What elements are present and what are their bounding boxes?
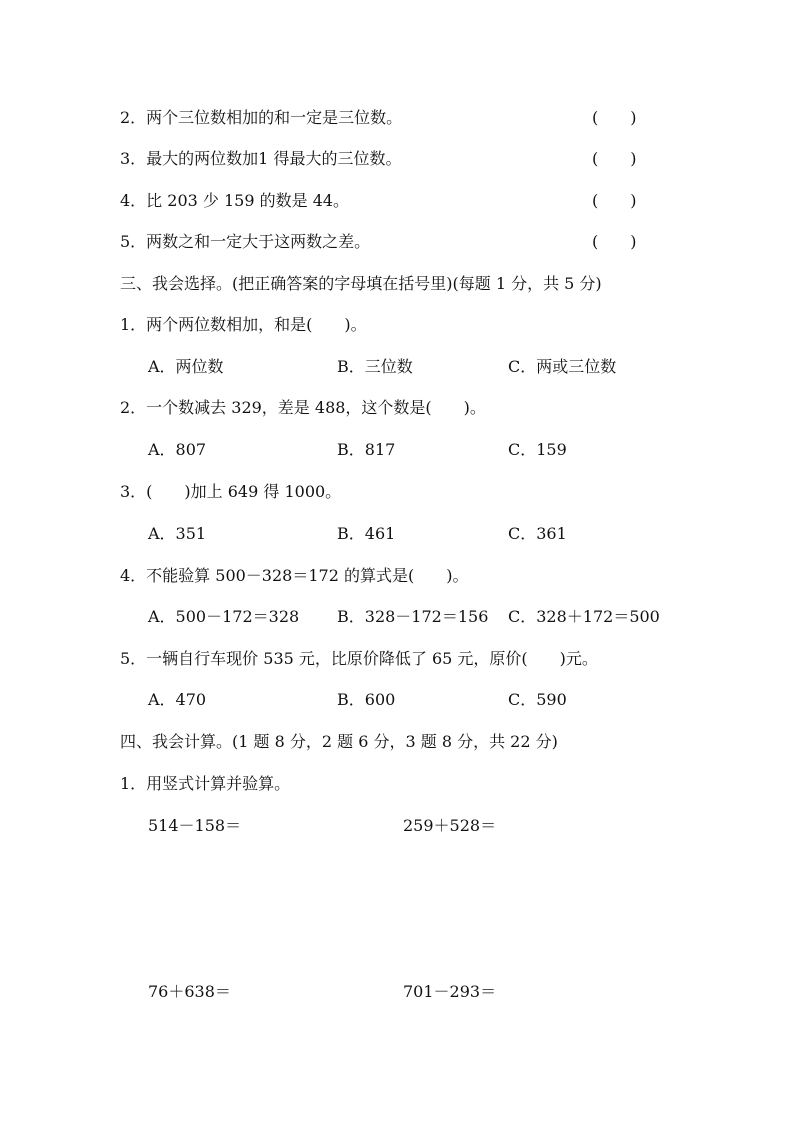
option-c[interactable]: C．328＋172＝500 xyxy=(508,607,660,626)
calc-question-1: 1．用竖式计算并验算。 xyxy=(120,774,291,793)
option-c[interactable]: C．590 xyxy=(508,690,567,709)
answer-blank[interactable]: ( ) xyxy=(592,191,637,210)
judge-item-3: 3．最大的两位数加1 得最大的三位数。 xyxy=(120,149,402,168)
option-b[interactable]: B．328－172＝156 xyxy=(337,607,489,626)
option-a[interactable]: A．500－172＝328 xyxy=(148,607,300,626)
option-b[interactable]: B．817 xyxy=(337,440,396,459)
judge-item-4: 4．比 203 少 159 的数是 44。 xyxy=(120,191,350,210)
calc-expression: 76＋638＝ xyxy=(148,982,231,1001)
option-a[interactable]: A．两位数 xyxy=(148,357,224,376)
option-c[interactable]: C．159 xyxy=(508,440,567,459)
choice-question-4: 4．不能验算 500－328＝172 的算式是( )。 xyxy=(120,566,469,585)
option-a[interactable]: A．807 xyxy=(148,440,207,459)
calc-expression: 701－293＝ xyxy=(403,982,497,1001)
option-b[interactable]: B．600 xyxy=(337,690,396,709)
answer-blank[interactable]: ( ) xyxy=(592,149,637,168)
judge-item-5: 5．两数之和一定大于这两数之差。 xyxy=(120,232,371,251)
option-b[interactable]: B．三位数 xyxy=(337,357,413,376)
choice-question-1: 1．两个两位数相加，和是( )。 xyxy=(120,315,367,334)
section-heading-calc: 四、我会计算。(1 题 8 分，2 题 6 分，3 题 8 分，共 22 分) xyxy=(120,732,558,751)
option-c[interactable]: C．两或三位数 xyxy=(508,357,617,376)
answer-blank[interactable]: ( ) xyxy=(592,108,637,127)
choice-question-3: 3．( )加上 649 得 1000。 xyxy=(120,482,342,501)
choice-question-2: 2．一个数减去 329，差是 488，这个数是( )。 xyxy=(120,398,486,417)
calc-expression: 514－158＝ xyxy=(148,816,242,835)
judge-item-2: 2．两个三位数相加的和一定是三位数。 xyxy=(120,108,403,127)
calc-expression: 259＋528＝ xyxy=(403,816,497,835)
answer-blank[interactable]: ( ) xyxy=(592,232,637,251)
option-a[interactable]: A．351 xyxy=(148,524,207,543)
option-b[interactable]: B．461 xyxy=(337,524,396,543)
option-c[interactable]: C．361 xyxy=(508,524,567,543)
section-heading-choice: 三、我会选择。(把正确答案的字母填在括号里)(每题 1 分，共 5 分) xyxy=(120,274,602,293)
option-a[interactable]: A．470 xyxy=(148,690,207,709)
choice-question-5: 5．一辆自行车现价 535 元，比原价降低了 65 元，原价( )元。 xyxy=(120,649,598,668)
